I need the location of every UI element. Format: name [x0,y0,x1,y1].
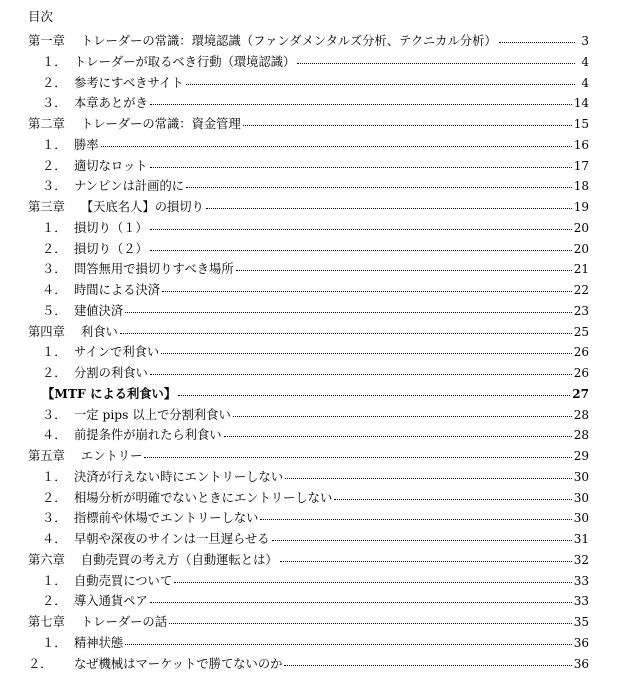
toc-entry-number: ２． [42,490,67,505]
toc-entry-number: ４． [42,532,67,546]
toc-page-number: 26 [573,345,589,360]
toc-section-entry[interactable] [0,654,617,675]
toc-entry-number: １． [42,469,67,484]
toc-entry-number: 第六章 [28,552,65,567]
toc-chapter-entry[interactable] [0,612,617,633]
dot-leader [236,269,572,271]
toc-section-entry[interactable] [0,488,617,509]
dot-leader [125,311,572,313]
toc-page-number: 35 [573,615,589,629]
toc-page-number: 32 [573,552,589,567]
toc-entry-label: トレーダーの常識：環境認識（ファンダメンタルズ分析、テクニカル分析） [80,34,497,48]
toc-entry-label: 損切り（１） [74,220,148,235]
toc-page-number: 19 [573,200,589,214]
dot-leader [150,228,572,230]
toc-page-number: 20 [573,220,589,235]
dot-leader [206,207,572,209]
toc-entry-label: ナンピンは計画的に [74,179,185,194]
dot-leader [144,456,571,458]
toc-page-number: 26 [573,366,589,380]
toc-section-entry[interactable] [0,52,617,73]
toc-entry-label: 建値決済 [74,303,124,318]
toc-section-entry[interactable] [0,529,617,550]
toc-page-number: 16 [573,137,589,152]
dot-leader [186,83,575,85]
toc-section-entry[interactable] [0,135,617,156]
toc-section-entry[interactable] [0,405,617,426]
toc-entry-label: 勝率 [74,137,99,152]
toc-entry-label: 【MTF による利食い】 [42,385,177,401]
toc-page-number: 3 [581,34,589,48]
toc-entry-label: トレーダーの常識：資金管理 [80,117,241,131]
toc-page-number: 30 [573,511,589,526]
toc-page-number: 33 [573,594,589,609]
dot-leader [120,332,572,334]
toc-section-entry[interactable] [0,301,617,322]
toc-page-number: 30 [573,490,589,505]
toc-entry-number: １． [42,137,67,152]
toc-entry-number: ３． [42,407,67,422]
toc-section-entry[interactable] [0,363,617,384]
toc-chapter-entry[interactable] [0,322,617,343]
toc-entry-label: 自動売買について [74,573,173,588]
toc-entry-label: 早朝や深夜のサインは一旦遅らせる [74,532,270,546]
toc-page-number: 17 [573,158,589,173]
dot-leader [499,41,575,43]
toc-page-number: 28 [573,428,589,443]
toc-section-entry[interactable] [0,73,617,94]
toc-entry-label: 精神状態 [74,635,124,650]
dot-leader [169,622,572,624]
toc-page-number: 36 [573,656,589,671]
toc-section-entry[interactable] [0,176,617,197]
dot-leader [150,166,572,168]
toc-page-number: 28 [573,407,589,422]
toc-entry-number: ３． [42,179,67,194]
toc-entry-label: 自動売買の考え方（自動運転とは） [80,552,278,567]
toc-entry-number: ３． [42,96,67,111]
toc-entry-number: ２． [42,75,67,90]
toc-page-number: 36 [573,635,589,650]
toc-entry-number: 第七章 [28,615,65,629]
toc-chapter-entry[interactable] [0,197,617,218]
toc-section-entry[interactable] [0,218,617,239]
dot-leader [150,103,572,105]
dot-leader [334,498,571,500]
toc-section-entry[interactable] [0,239,617,260]
toc-entry-label: 問答無用で損切りすべき場所 [74,262,234,277]
toc-entry-label: 分割の利食い [74,366,148,380]
dot-leader [272,539,572,541]
toc-entry-label: 相場分析が明確でないときにエントリーしない [74,490,333,505]
toc-page-number: 25 [573,324,589,339]
toc-entry-label: 導入通貨ペア [74,594,148,609]
toc-page-number: 29 [573,449,589,463]
toc-page-number: 21 [573,262,589,277]
toc-entry-number: １． [42,635,67,650]
toc-section-entry[interactable] [0,633,617,654]
toc-entry-label: サインで利食い [74,345,160,360]
toc-entry-number: ２． [42,366,67,380]
toc-chapter-entry[interactable] [0,114,617,135]
toc-page-number: 18 [573,179,589,194]
toc-entry-label: 時間による決済 [74,283,161,297]
toc-entries [0,31,617,674]
toc-title: 目次 [28,9,54,24]
toc-entry-number: 第一章 [28,34,65,48]
toc-entry-number: 第四章 [28,324,65,339]
toc-entry-number: １． [42,54,67,69]
dot-leader [101,145,572,147]
toc-section-entry[interactable] [0,467,617,488]
dot-leader [233,415,572,417]
toc-page-number: 30 [573,469,589,484]
toc-entry-number: ４． [42,283,67,297]
toc-entry-number: ３． [42,262,67,277]
toc-entry-label: 本章あとがき [74,96,148,111]
toc-page-number: 22 [573,283,589,297]
dot-leader [150,373,572,375]
dot-leader [174,581,572,583]
toc-entry-number: ５． [42,303,67,318]
toc-entry-label: トレーダーの話 [80,615,167,629]
toc-page-number: 14 [573,96,589,111]
toc-entry-label: 【天底名人】の損切り [80,200,204,214]
toc-page-number: 23 [573,303,589,318]
toc-chapter-entry[interactable] [0,446,617,467]
toc-page-number: 15 [573,117,589,131]
toc-entry-number: ２． [42,594,67,609]
toc-entry-number: ４． [42,428,67,443]
dot-leader [150,601,572,603]
toc-page-number: 4 [581,54,589,69]
toc-section-entry[interactable] [0,156,617,177]
toc-entry-number: １． [42,220,67,235]
dot-leader [284,664,571,666]
toc-entry-number: 第五章 [28,449,65,463]
toc-chapter-entry[interactable] [0,550,617,571]
toc-section-entry[interactable] [0,384,617,405]
dot-leader [150,249,572,251]
toc-entry-number: 第二章 [28,117,65,131]
toc-entry-label: トレーダーが取るべき行動（環境認識） [74,54,296,69]
toc-section-entry[interactable] [0,93,617,114]
toc-entry-label: 参考にすべきサイト [74,75,184,90]
toc-entry-label: 利食い [80,324,118,339]
dot-leader [161,352,572,354]
dot-leader [186,186,572,188]
toc-section-entry[interactable] [0,508,617,529]
toc-chapter-entry[interactable] [0,31,617,52]
toc-entry-label: 損切り（２） [74,241,148,256]
toc-entry-number: １． [42,345,67,360]
toc-section-entry[interactable] [0,425,617,446]
toc-entry-label: 指標前や休場でエントリーしない [74,511,259,526]
toc-entry-number: ２． [28,656,53,671]
toc-section-entry[interactable] [0,342,617,363]
toc-section-entry[interactable] [0,259,617,280]
dot-leader [297,62,575,64]
toc-entry-label: なぜ機械はマーケットで勝てないのか [74,656,283,671]
dot-leader [260,518,571,520]
toc-entry-number: ２． [42,241,67,256]
toc-entry-label: 一定 pips 以上で分割利食い [74,407,231,422]
toc-page-number: 4 [581,75,589,90]
toc-entry-label: エントリー [80,449,143,463]
toc-page-number: 20 [573,241,589,256]
dot-leader [285,477,572,479]
dot-leader [280,560,572,562]
toc-section-entry[interactable] [0,571,617,592]
dot-leader [243,124,572,126]
dot-leader [125,643,572,645]
toc-entry-number: ２． [42,158,67,173]
toc-entry-number: ３． [42,511,67,526]
toc-entry-label: 前提条件が崩れたら利食い [74,428,222,443]
dot-leader [224,435,572,437]
toc-entry-label: 適切なロット [74,158,148,173]
toc-page-number: 33 [573,573,589,588]
dot-leader [178,394,570,396]
toc-entry-label: 決済が行えない時にエントリーしない [74,469,284,484]
toc-section-entry[interactable] [0,591,617,612]
toc-section-entry[interactable] [0,280,617,301]
toc-page-number: 27 [572,386,589,401]
toc-entry-number: 第三章 [28,200,65,214]
toc-entry-number: １． [42,573,67,588]
dot-leader [162,290,572,292]
toc-page-number: 31 [573,532,589,546]
